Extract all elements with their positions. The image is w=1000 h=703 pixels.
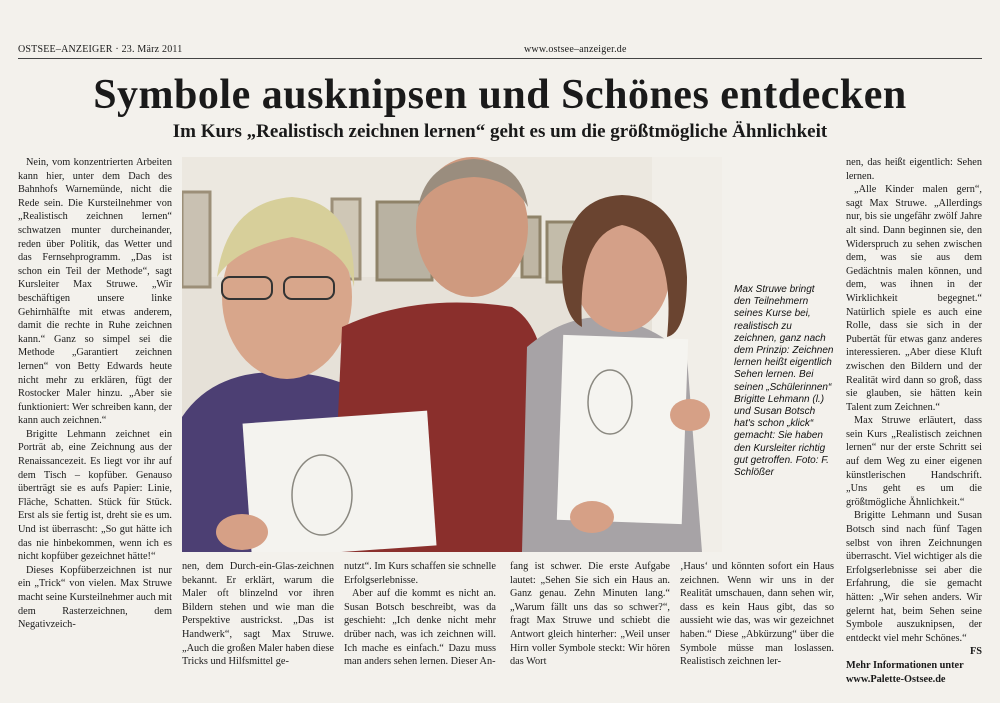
article-column-2 [182, 560, 334, 696]
subheadline: Im Kurs „Realistisch zeichnen lernen“ geht es um die größtmögliche Ähnlichkeit [172, 121, 828, 142]
photo-illustration [182, 157, 722, 552]
headline: Symbole ausknipsen und Schönes entdecken [93, 72, 907, 118]
paragraph: ‚Haus‘ und könnten sofort ein Haus zeichnen. Wenn wir uns in der Realität umschauen, dann sehen wir, dass es kein Haus gibt, das so aussieht wie das, was wir gezeichnet haben.“ Diese „Abkürzung“ über die Symbole müsse man loslassen. Realistisch zeichnen ler- [680, 561, 834, 668]
article-column-4 [510, 560, 670, 696]
paragraph: fang ist schwer. Die erste Aufgabe lautet: „Sehen Sie sich ein Haus an. Ganz genau. Zehn Minuten lang.“ „Warum fällt uns das so schwer?“, fragt Max Struwe und schiebt die Antwort gleich hinterher: „Weil unser Hirn voller Symbole steckt: Wir hören das Wort [510, 561, 670, 668]
paragraph: Nein, vom konzentrierten Arbeiten kann hier, unter dem Dach des Bahnhofs Warnemünde, nicht die Rede sein. Die Kursteilnehmer von „Realistisch zeichnen lernen“ schwatzen munter durcheinander, reden über Politik, das Wetter und das Fernsehprogramm. „Das ist schon ein Teil der Methode“, sagt Kursleiter Max Struwe. „Wir beschäftigen unsere linke Gehirnhälfte mit etwas anderem, damit die rechte in Ruhe zeichnen kann.“ Ganz so simpel sei die Methode „Garantiert zeichnen lernen“ von Betty Edwards heute nicht mehr zu erklären, fügt der Rostocker Maler hinzu. „Aber sie funktioniert: Wer schreiben kann, der kann auch zeichnen.“ [18, 157, 172, 427]
paragraph: Aber auf die kommt es nicht an. Susan Botsch beschreibt, was da geschieht: „Ich denke nicht mehr drüber nach, was ich zeichnen will. Ich mache es einfach.“ Dazu muss man anders sehen lernen. Dieser An- [344, 588, 496, 668]
paragraph: Brigitte Lehmann zeichnet ein Porträt ab, eine Zeichnung aus der Renaissancezeit. Es liegt vor ihr auf dem Tisch – kopfüber. Genauso überträgt sie es aufs Papier: Linie, Fläche, Schatten. Stück für Stück. Erst als sie fertig ist, dreht sie es um. Und ist überrascht: „So gut hätte ich das nie hinbekommen, wenn ich es nicht kopfüber gezeichnet hätte!“ [18, 428, 172, 563]
article-column-1 [18, 156, 172, 696]
author-initials: FS [969, 646, 982, 658]
more-info-label: Mehr Informationen unter [846, 659, 964, 671]
article-column-5 [680, 560, 834, 696]
more-info-link[interactable]: www.Palette-Ostsee.de [846, 673, 946, 685]
paragraph: nutzt“. Im Kurs schaffen sie schnelle Erfolgserlebnisse. [344, 561, 496, 586]
article-photo [182, 157, 722, 552]
page-header [18, 44, 982, 58]
paragraph: Dieses Kopfüberzeichnen ist nur ein „Trick“ von vielen. Max Struwe macht seine Kursteilnehmer auch mit dem Rasterzeichnen, dem Negativzeich- [18, 564, 172, 631]
photo-caption: Max Struwe bringt den Teilnehmern seines Kurse bei, realistisch zu zeichnen, ganz nach dem Prinzip: Zeichnen lernen heißt eigentlich Sehen lernen. Bei seinen „Schülerinnen“ Brigitte Lehmann (l.) und Susan Botsch hat's schon „klick“ gemacht: Sie haben den Kursleiter richtig gut getroffen. Foto: F. Schlößer [734, 284, 834, 479]
header-rule [18, 58, 982, 59]
paragraph: nen, das heißt eigentlich: Sehen lernen. [846, 157, 982, 182]
article-column-6 [846, 156, 982, 696]
publication-date: OSTSEE–ANZEIGER · 23. März 2011 [18, 44, 183, 55]
paragraph: nen, dem Durch-ein-Glas-zeichnen bekannt. Er erklärt, warum die Maler oft blinzelnd vor ihren Bildern stehen und wie man die Perspektive austrickst. „Das ist Handwerk“, sagt Max Struwe. „Auch die großen Maler haben diese Tricks und Hilfsmittel ge- [182, 561, 334, 668]
paragraph: Brigitte Lehmann und Susan Botsch sind nach fünf Tagen selbst von ihren Zeichnungen überrascht. Viel wichtiger als die Erfolgserlebnisse sei aber die Erfahrung, die sie gemacht hätten: „Wir sehen anders. Wir gelernt hat, beim Sehen seine Symbole auszuknipsen, der entdeckt viel mehr Schönes.“ [846, 510, 982, 644]
article-column-3 [344, 560, 496, 696]
website-url: www.ostsee–anzeiger.de [524, 44, 627, 55]
paragraph: „Alle Kinder malen gern“, sagt Max Struwe. „Allerdings nur, bis sie ungefähr zwölf Jahre alt sind. Dann beginnen sie, den Widerspruch zu sehen zwischen dem, was sie aus dem Gedächtnis malen können, und dem, was ihnen in der Wirklichkeit begegnet.“ Natürlich spiele es auch eine Rolle, dass sie sich in der Pubertät für etwas ganz anderes interessieren. „Aber diese Kluft zwischen den Bildern und der Realität wird dann so groß, dass sie glauben, sie hätten kein Talent zum Zeichnen.“ [846, 184, 982, 413]
paragraph: Max Struwe erläutert, dass sein Kurs „Realistisch zeichnen lernen“ nur der erste Schritt sei auf dem Weg zu einer eigenen künstlerischen Handschrift. „Uns geht es um die größtmögliche Ähnlichkeit.“ [846, 415, 982, 508]
